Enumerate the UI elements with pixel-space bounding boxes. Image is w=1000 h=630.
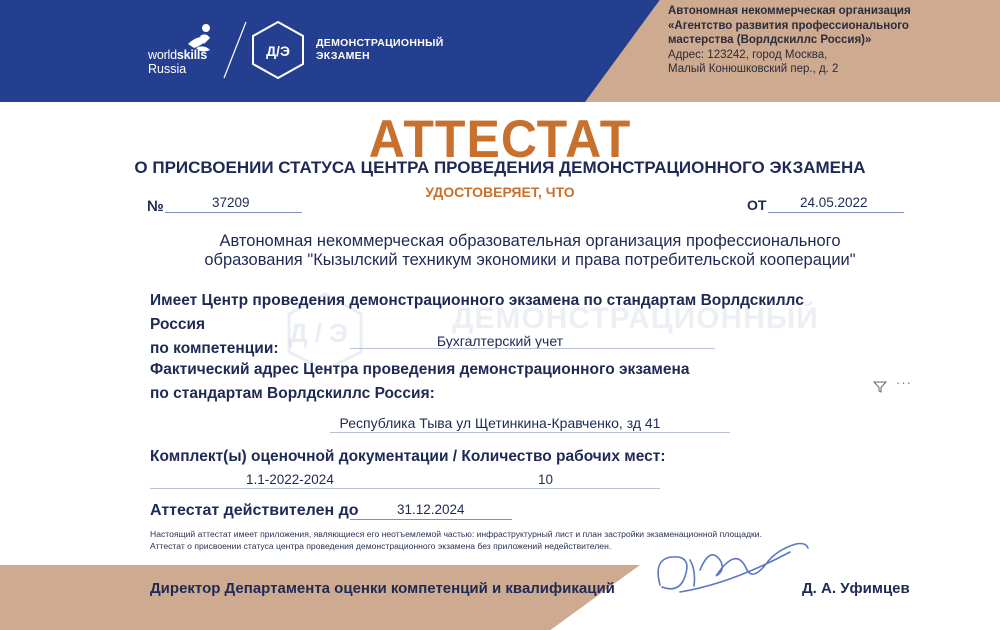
certificate-date: 24.05.2022 [800,195,868,210]
number-underline [165,212,302,213]
kit-underline [150,488,660,489]
de-hexagon-icon [247,19,309,81]
certificate-title: АТТЕСТАТ [368,109,632,169]
certificate-number: 37209 [212,195,250,210]
divider-slash [222,20,248,80]
date-label: ОТ [747,197,767,213]
watermark-letters: Д / Э [289,318,348,348]
director-title: Директор Департамента оценки компетенций и квалификаций [150,580,615,597]
address-value: Республика Тыва ул Щетинкина-Кравченко, зд 41 [339,415,661,431]
watermark-text: ДЕМОНСТРАЦИОННЫЙ [452,302,819,335]
valid-until-date: 31.12.2024 [397,502,465,517]
certifies-text: УДОСТОВЕРЯЕТ, ЧТО [425,184,575,200]
center-statement: Имеет Центр проведения демонстрационного экзамена по стандартам Ворлдскиллс Россия по компетенции: [150,292,804,357]
footer-band-tan [0,565,640,630]
kit-value: 1.1-2022-2024 [246,472,334,487]
signature-icon [640,530,810,610]
places-value: 10 [538,472,554,487]
director-name: Д. А. Уфимцев [802,580,910,597]
brand-country: Russia [148,62,187,76]
de-brand-text: ДЕМОНСТРАЦИОННЫЙ ЭКЗАМЕН [316,37,444,62]
more-icon[interactable]: ··· [896,375,912,390]
brand-worldskills: worldskills [148,48,207,62]
valid-underline [350,519,512,520]
number-label: № [147,198,164,215]
de-letters: Д/Э [266,43,290,59]
competency-value: Бухгалтерский учет [436,333,564,349]
date-underline [768,212,904,213]
certificate-subtitle: О ПРИСВОЕНИИ СТАТУСА ЦЕНТРА ПРОВЕДЕНИЯ ДЕМОНСТРАЦИОННОГО ЭКЗАМЕНА [134,158,866,177]
appendix-note: Настоящий аттестат имеет приложения, являющиеся его неотъемлемой частью: инфраструктурный лист и план застройки экзаменационной площадки. Аттестат о присвоении статуса центра проведения демонстрационного экзамена без приложений недействителен. [150,529,762,551]
filter-icon[interactable] [873,380,887,394]
address-underline [330,432,730,433]
organization-name: Автономная некоммерческая образовательная организация профессионального образования "Кызылский техникум экономики и права потребительской кооперации" [204,232,856,269]
competency-underline [350,348,715,349]
kit-label: Комплект(ы) оценочной документации / Количество рабочих мест: [150,448,666,465]
valid-until-label: Аттестат действителен до [150,502,359,519]
issuer-info: Автономная некоммерческая организация «Агентство развития профессионального мастерства (Ворлдскиллс Россия)» Адрес: 123242, город Москва, Малый Конюшковский пер., д. 2 [668,5,911,75]
address-label: Фактический адрес Центра проведения демонстрационного экзамена по стандартам Ворлдскиллс Россия: [150,361,690,402]
